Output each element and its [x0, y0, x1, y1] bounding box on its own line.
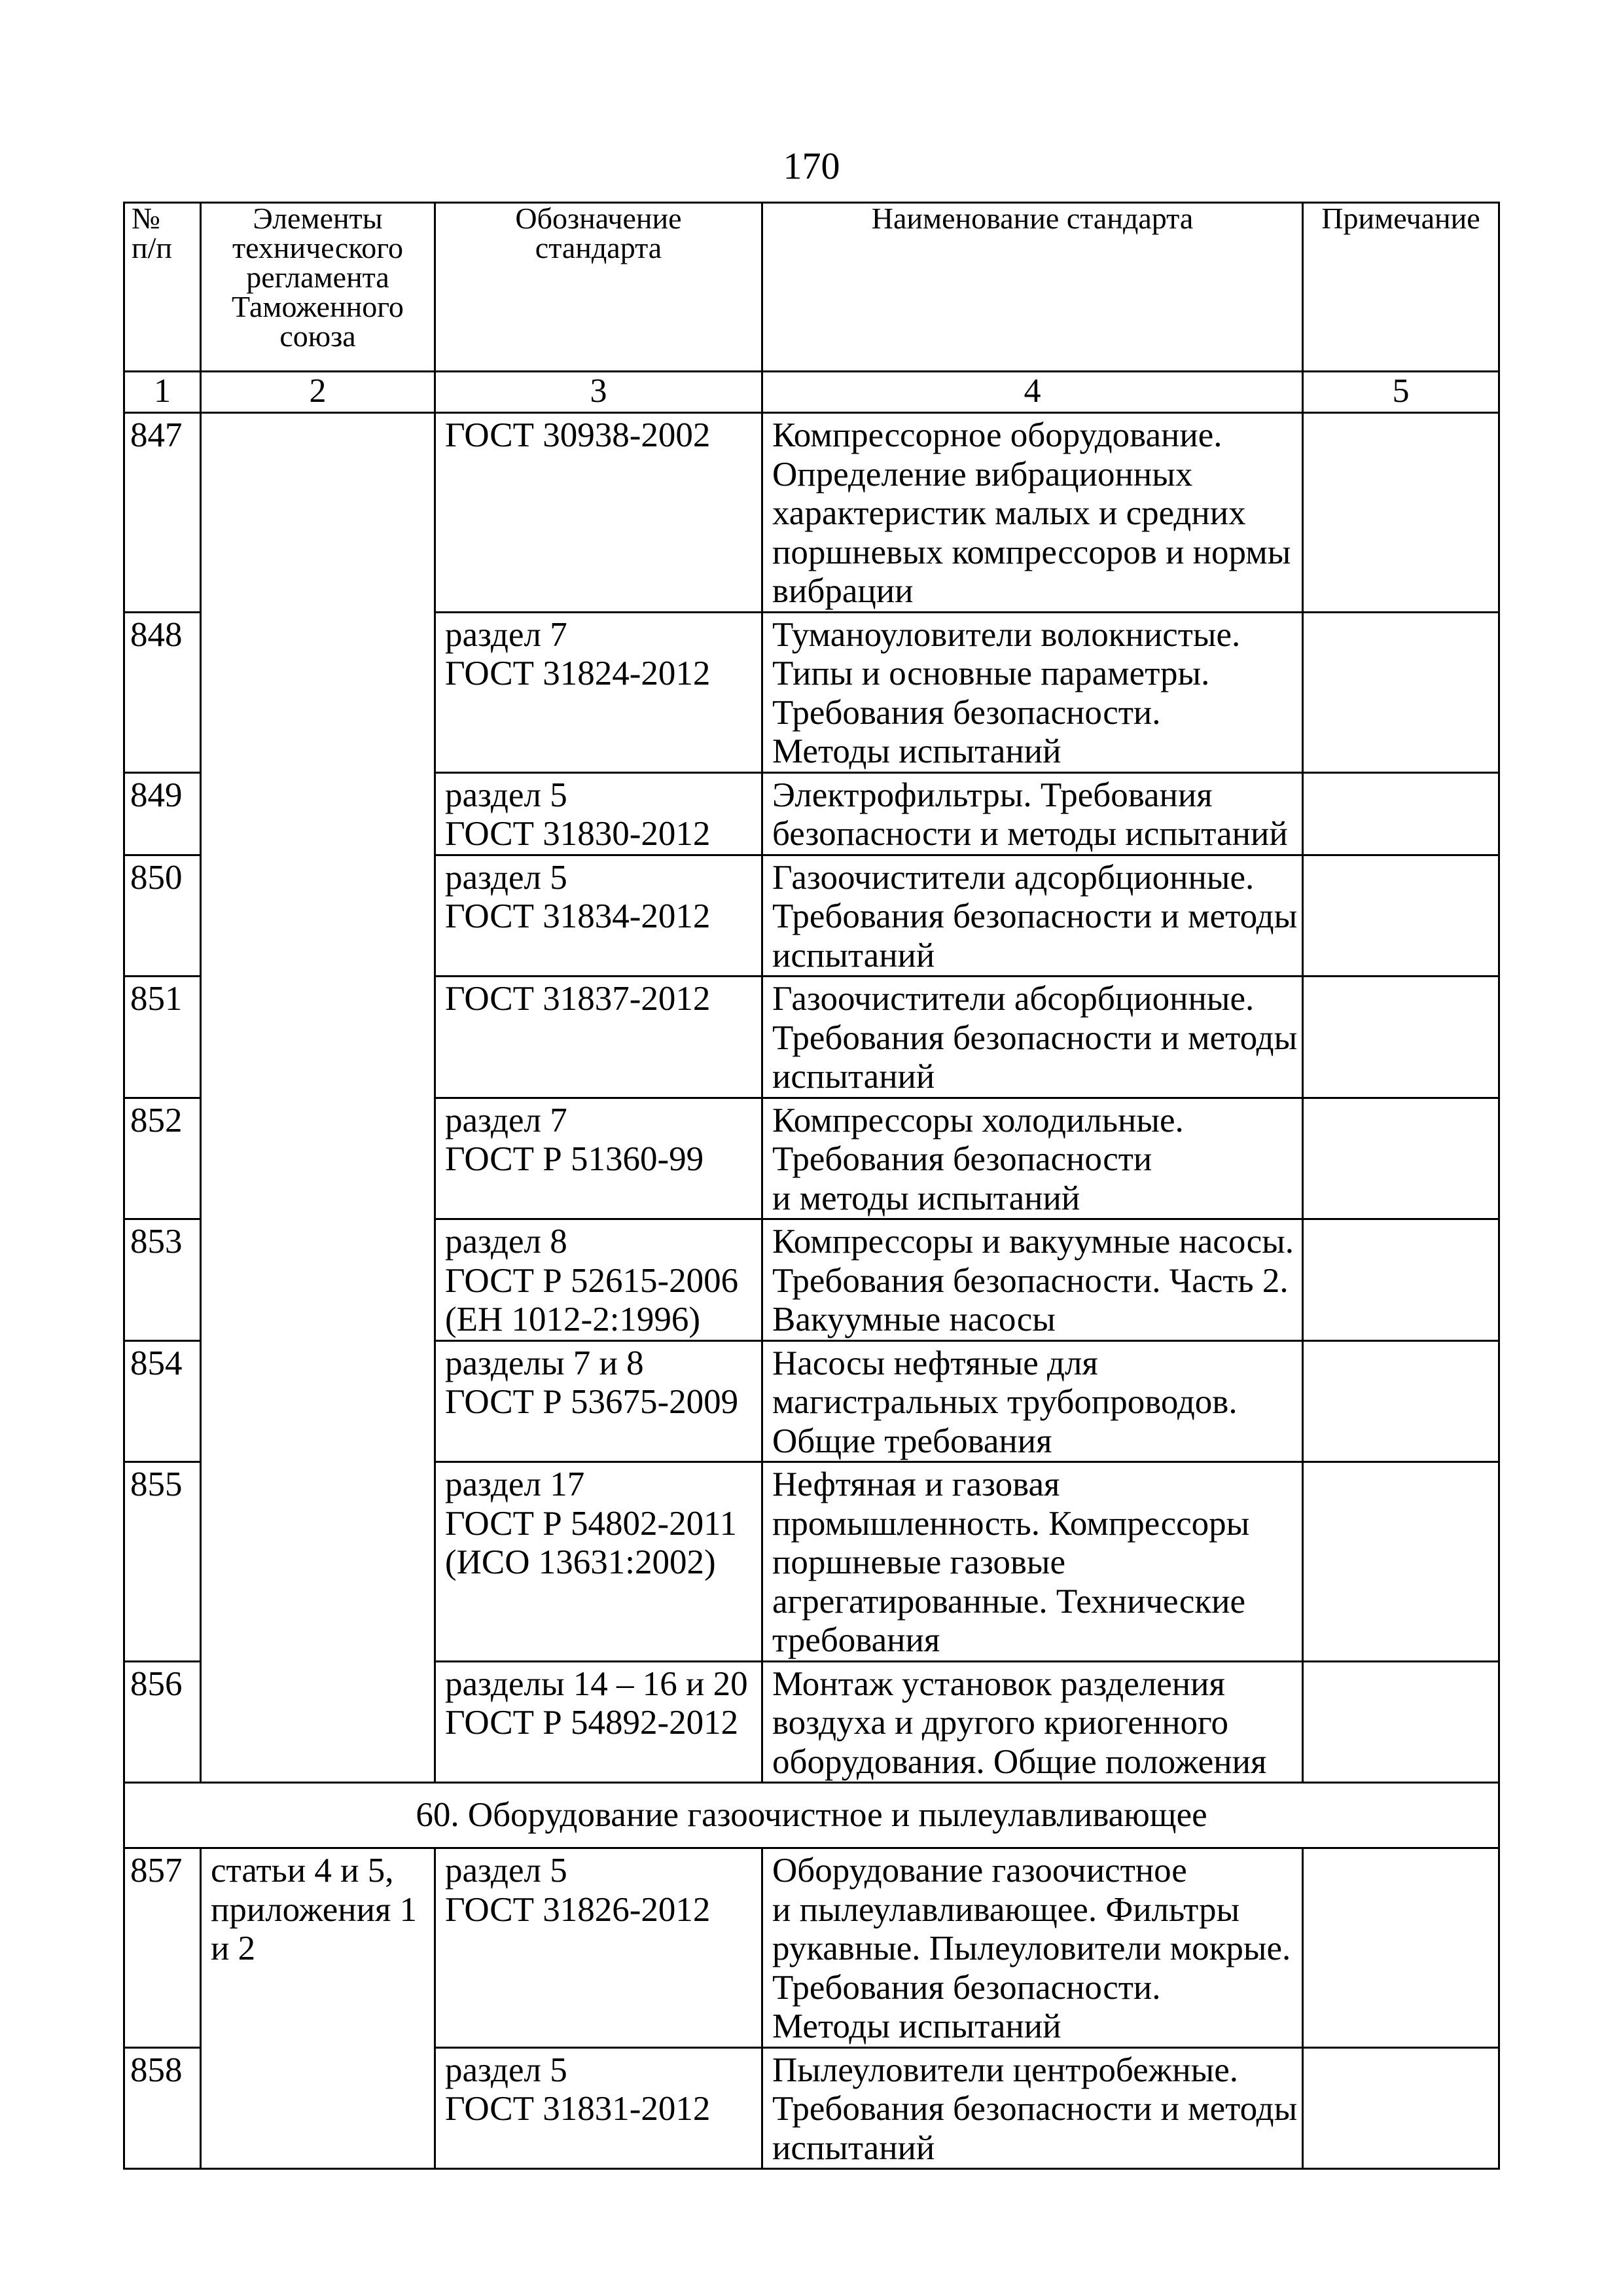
table-row	[124, 413, 1499, 613]
standard-designation-cell: раздел 5 ГОСТ 31830-2012	[435, 772, 762, 855]
column-number: 2	[201, 372, 435, 413]
standard-name-cell: Электрофильтры. Требования безопасности и методы испытаний	[762, 772, 1303, 855]
row-number: 852	[124, 1098, 201, 1219]
row-number: 856	[124, 1661, 201, 1783]
standard-designation-cell: раздел 5 ГОСТ 31834-2012	[435, 855, 762, 977]
standard-designation-cell: раздел 8 ГОСТ Р 52615-2006 (ЕН 1012-2:1996)	[435, 1219, 762, 1341]
header-standard-designation: Обозначение стандарта	[435, 203, 762, 372]
table-body-group-2	[124, 1848, 1499, 2169]
standard-name-cell: Газоочистители абсорбционные. Требования безопасности и методы испытаний	[762, 977, 1303, 1098]
standards-table	[123, 202, 1500, 2170]
standard-name-cell: Насосы нефтяные для магистральных трубопроводов. Общие требования	[762, 1340, 1303, 1462]
section-heading-row	[124, 1783, 1499, 1848]
column-number-row	[124, 372, 1499, 413]
standard-designation-cell: разделы 14 – 16 и 20 ГОСТ Р 54892-2012	[435, 1661, 762, 1783]
row-number: 850	[124, 855, 201, 977]
note-cell	[1303, 413, 1499, 613]
section-heading: 60. Оборудование газоочистное и пылеулавливающее	[124, 1783, 1499, 1848]
standard-name-cell: Туманоуловители волокнистые. Типы и основные параметры. Требования безопасности. Методы испытаний	[762, 612, 1303, 772]
standard-designation-cell: раздел 7 ГОСТ Р 51360-99	[435, 1098, 762, 1219]
standard-designation-cell: раздел 5 ГОСТ 31826-2012	[435, 1848, 762, 2048]
note-cell	[1303, 1340, 1499, 1462]
table-header-row	[124, 203, 1499, 372]
note-cell	[1303, 855, 1499, 977]
row-number: 857	[124, 1848, 201, 2048]
note-cell	[1303, 1661, 1499, 1783]
note-cell	[1303, 2047, 1499, 2169]
row-number: 848	[124, 612, 201, 772]
column-number: 4	[762, 372, 1303, 413]
header-number: № п/п	[124, 203, 201, 372]
row-number: 858	[124, 2047, 201, 2169]
regulation-elements-cell	[201, 413, 435, 1783]
header-note: Примечание	[1303, 203, 1499, 372]
standard-designation-cell: ГОСТ 30938-2002	[435, 413, 762, 613]
header-regulation-elements: Элементы технического регламента Таможенного союза	[201, 203, 435, 372]
standard-designation-cell: разделы 7 и 8 ГОСТ Р 53675-2009	[435, 1340, 762, 1462]
standard-designation-cell: раздел 17 ГОСТ Р 54802-2011 (ИСО 13631:2002)	[435, 1462, 762, 1662]
column-number: 1	[124, 372, 201, 413]
standard-name-cell: Нефтяная и газовая промышленность. Компрессоры поршневые газовые агрегатированные. Технические требования	[762, 1462, 1303, 1662]
row-number: 853	[124, 1219, 201, 1341]
table-body-group-1	[124, 413, 1499, 1783]
note-cell	[1303, 977, 1499, 1098]
note-cell	[1303, 1098, 1499, 1219]
note-cell	[1303, 612, 1499, 772]
column-number: 3	[435, 372, 762, 413]
standard-name-cell: Газоочистители адсорбционные. Требования безопасности и методы испытаний	[762, 855, 1303, 977]
row-number: 847	[124, 413, 201, 613]
standard-designation-cell: ГОСТ 31837-2012	[435, 977, 762, 1098]
table-row	[124, 1848, 1499, 2048]
standard-name-cell: Компрессоры и вакуумные насосы. Требования безопасности. Часть 2. Вакуумные насосы	[762, 1219, 1303, 1341]
row-number: 855	[124, 1462, 201, 1662]
note-cell	[1303, 772, 1499, 855]
row-number: 854	[124, 1340, 201, 1462]
column-number: 5	[1303, 372, 1499, 413]
regulation-elements-cell: статьи 4 и 5, приложения 1 и 2	[201, 1848, 435, 2169]
page-number: 170	[783, 145, 840, 187]
note-cell	[1303, 1462, 1499, 1662]
note-cell	[1303, 1219, 1499, 1341]
row-number: 851	[124, 977, 201, 1098]
standard-designation-cell: раздел 7 ГОСТ 31824-2012	[435, 612, 762, 772]
standard-name-cell: Компрессоры холодильные. Требования безопасности и методы испытаний	[762, 1098, 1303, 1219]
note-cell	[1303, 1848, 1499, 2048]
header-standard-name: Наименование стандарта	[762, 203, 1303, 372]
standard-name-cell: Пылеуловители центробежные. Требования безопасности и методы испытаний	[762, 2047, 1303, 2169]
row-number: 849	[124, 772, 201, 855]
standard-designation-cell: раздел 5 ГОСТ 31831-2012	[435, 2047, 762, 2169]
standard-name-cell: Компрессорное оборудование. Определение вибрационных характеристик малых и средних поршневых компрессоров и нормы вибрации	[762, 413, 1303, 613]
standard-name-cell: Оборудование газоочистное и пылеулавливающее. Фильтры рукавные. Пылеуловители мокрые. Требования безопасности. Методы испытаний	[762, 1848, 1303, 2048]
standard-name-cell: Монтаж установок разделения воздуха и другого криогенного оборудования. Общие положения	[762, 1661, 1303, 1783]
